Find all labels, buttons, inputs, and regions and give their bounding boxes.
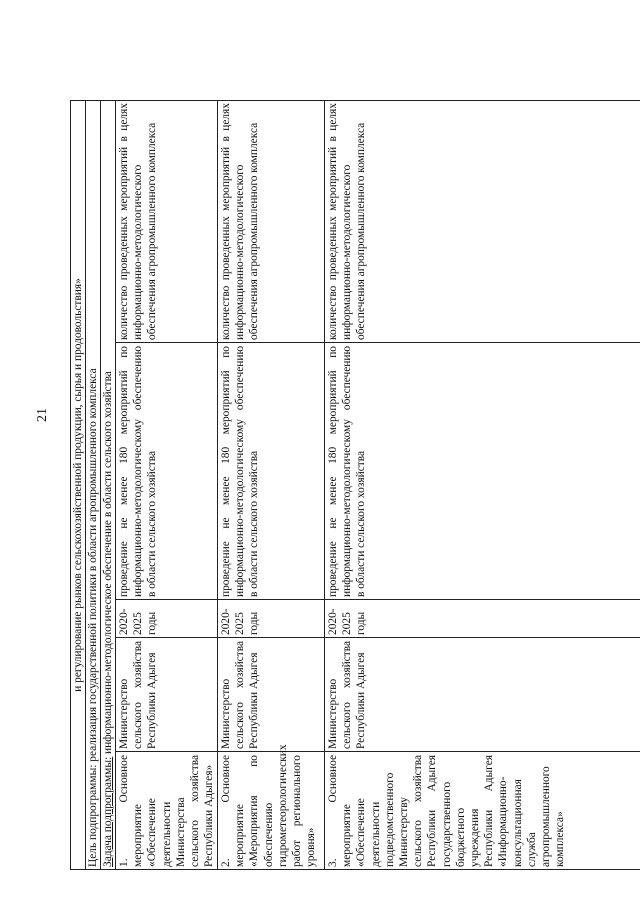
header-goal: Цель подпрограммы: реализация государственной политики в области агропромышленного комплекса [87,368,99,867]
rotated-table [70,100,640,870]
header-task [101,100,115,870]
row-3-period: 2020-2025 годы [327,608,368,635]
row-divider [115,100,116,870]
row-2-result: проведение не менее 180 мероприятий по информационно-методологическому обеспечению в области сельского хозяйства [220,346,261,597]
row-1-executor: Министерство сельского хозяйства Республики Адыгея [118,641,159,749]
row-1-period: 2020-2025 годы [118,608,159,635]
row-2-period: 2020-2025 годы [220,608,261,635]
header-task-label: Задача подпрограммы: [102,756,114,867]
row-2-indicator: количество проведенных мероприятий в целях информационно-методологического обеспечения агропромышленного комплекса [220,103,261,340]
row-divider [324,100,325,870]
page-number: 21 [35,408,50,422]
header-subprogram-title: и регулирование рынков сельскохозяйственной продукции, сырья и продовольствия» [72,278,84,692]
row-2-measure: 2. Основное мероприятие «Мероприятия по обеспечению гидрометеорологических работ регионального уровня» [220,744,318,867]
row-3-result: проведение не менее 180 мероприятий по информационно-методологическому обеспечению в области сельского хозяйства [327,346,368,597]
row-1-indicator: количество проведенных мероприятий в целях информационно-методологического обеспечения агропромышленного комплекса [118,103,159,340]
row-2-executor: Министерство сельского хозяйства Республики Адыгея [220,641,261,749]
row-3-executor: Министерство сельского хозяйства Республики Адыгея [327,641,368,749]
row-3-indicator: количество проведенных мероприятий в целях информационно-методологического обеспечения агропромышленного комплекса [327,103,368,340]
row-1-result: проведение не менее 180 мероприятий по информационно-методологическому обеспечению в области сельского хозяйства [118,346,159,597]
header-task-text: информационно-методологическое обеспечение в области сельского хозяйства [102,371,114,757]
row-3-measure: 3. Основное мероприятие «Обеспечение деятельности подведомственного Министерству сельского хозяйства Республики Адыгея государственного бюджетного учреждения Республики Адыгея «Информационно-консультационная служба агропромышленного комплекса» [327,755,567,867]
row-divider [217,100,218,870]
row-1-measure: 1. Основное мероприятие «Обеспечение деятельности Министерства сельского хозяйства Республики Адыгея» [118,755,216,867]
